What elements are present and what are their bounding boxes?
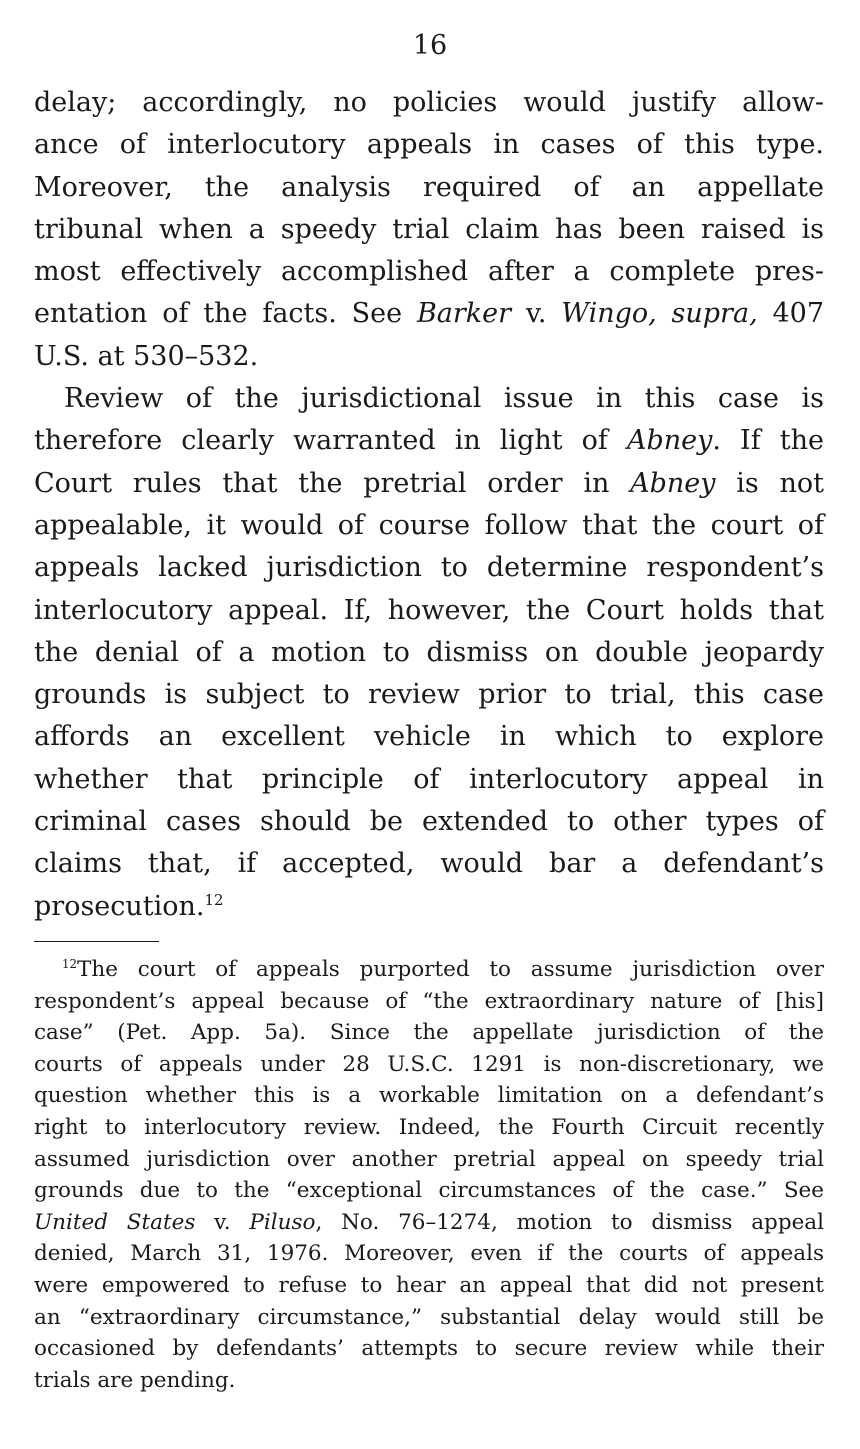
text-span: Moreover, the analysis required of an appellate <box>34 171 824 203</box>
text-span: delay; accordingly, no policies would justify allow- <box>34 87 824 118</box>
text-span: claims that, if accepted, would bar a defendant’s <box>34 848 824 880</box>
text-span: interlocutory appeal. If, however, the Court holds that <box>34 594 824 626</box>
text-span: v. <box>195 1209 250 1235</box>
case-name: United States <box>34 1209 196 1235</box>
text-span: criminal cases should be extended to other types of <box>34 806 824 838</box>
case-name: Abney <box>627 425 713 457</box>
footnote-line <box>34 1333 824 1365</box>
text-span: Court rules that the pretrial order in <box>34 467 631 499</box>
text-span: appealable, it would of course follow that the court of <box>34 509 824 541</box>
text-span: The court of appeals purported to assume jurisdiction over <box>77 957 824 982</box>
text-line <box>34 209 824 251</box>
footnote-line <box>34 1238 824 1270</box>
text-line <box>34 716 824 758</box>
text-line <box>34 336 824 378</box>
text-line <box>34 632 824 674</box>
text-line <box>34 167 824 209</box>
text-span: most effectively accomplished after a complete pres- <box>34 256 824 288</box>
text-span: . If the <box>712 425 825 457</box>
text-line <box>34 590 824 632</box>
text-span: ance of interlocutory appeals in cases of this type. <box>34 129 824 161</box>
text-span: courts of appeals under 28 U.S.C. 1291 is non-discretionary, we <box>34 1051 824 1077</box>
main-text <box>34 82 824 928</box>
text-span: U.S. at 530–532. <box>34 340 259 372</box>
footnote-line <box>34 1175 824 1207</box>
footnote-line <box>34 954 824 986</box>
footnote-line <box>34 1270 824 1302</box>
text-line <box>34 547 824 589</box>
text-span: the denial of a motion to dismiss on double jeopardy <box>34 636 824 668</box>
text-span: tribunal when a speedy trial claim has been raised is <box>34 213 824 245</box>
footnote-line <box>34 1017 824 1049</box>
text-span: assumed jurisdiction over another pretrial appeal on speedy trial <box>34 1146 824 1172</box>
footnote-divider <box>34 941 159 942</box>
text-line <box>34 378 824 420</box>
text-span: whether that principle of interlocutory appeal in <box>34 763 824 795</box>
footnote-number: 12 <box>62 956 78 971</box>
text-span: entation of the facts. See <box>34 298 417 330</box>
text-span: therefore clearly warranted in light of <box>34 425 627 457</box>
text-span: denied, March 31, 1976. Moreover, even if the courts of appeals <box>34 1241 824 1267</box>
footnote-12 <box>34 954 824 1396</box>
text-line <box>34 886 824 928</box>
text-span: an “extraordinary circumstance,” substantial delay would still be <box>34 1304 824 1330</box>
page-number: 16 <box>412 30 448 61</box>
text-line <box>34 801 824 843</box>
case-name: Abney <box>630 467 716 499</box>
text-line <box>34 82 824 124</box>
footnote-line <box>34 1049 824 1081</box>
text-span: is not <box>715 467 824 499</box>
text-span: grounds is subject to review prior to trial, this case <box>34 679 824 711</box>
footnote-line <box>34 1144 824 1176</box>
text-span: respondent’s appeal because of “the extraordinary nature of [his] <box>34 988 824 1014</box>
footnote-line <box>34 1302 824 1334</box>
case-name: Wingo, supra, <box>561 298 758 330</box>
text-line <box>34 420 824 462</box>
footnote-line <box>34 986 824 1018</box>
text-span: 407 <box>757 298 825 330</box>
text-span: occasioned by defendants’ attempts to secure review while their <box>34 1336 824 1362</box>
footnote-ref[interactable]: 12 <box>204 890 224 909</box>
text-line <box>34 674 824 716</box>
footnote-line <box>34 1365 824 1397</box>
text-line <box>34 124 824 166</box>
text-span: grounds due to the “exceptional circumstances of the case.” See <box>34 1178 824 1204</box>
text-line <box>34 293 824 335</box>
text-span: case” (Pet. App. 5a). Since the appellate jurisdiction of the <box>34 1020 824 1046</box>
text-line <box>34 505 824 547</box>
text-line <box>34 251 824 293</box>
text-span: prosecution. <box>34 890 205 922</box>
case-name: Piluso <box>249 1209 316 1235</box>
text-span: trials are pending. <box>34 1367 236 1393</box>
text-span: question whether this is a workable limitation on a defendant’s <box>34 1083 824 1109</box>
text-span: v. <box>511 298 562 330</box>
text-span: right to interlocutory review. Indeed, the Fourth Circuit recently <box>34 1114 824 1140</box>
text-span: appeals lacked jurisdiction to determine respondent’s <box>34 552 824 584</box>
text-line <box>34 463 824 505</box>
text-line <box>34 759 824 801</box>
text-span: affords an excellent vehicle in which to explore <box>34 721 824 753</box>
text-span: were empowered to refuse to hear an appeal that did not present <box>34 1272 824 1298</box>
footnote-line <box>34 1080 824 1112</box>
footnote-line <box>34 1112 824 1144</box>
footnote-line <box>34 1207 824 1239</box>
text-line <box>34 843 824 885</box>
text-span: Review of the jurisdictional issue in this case is <box>64 383 824 415</box>
case-name: Barker <box>416 298 512 330</box>
text-span: , No. 76–1274, motion to dismiss appeal <box>315 1209 824 1235</box>
